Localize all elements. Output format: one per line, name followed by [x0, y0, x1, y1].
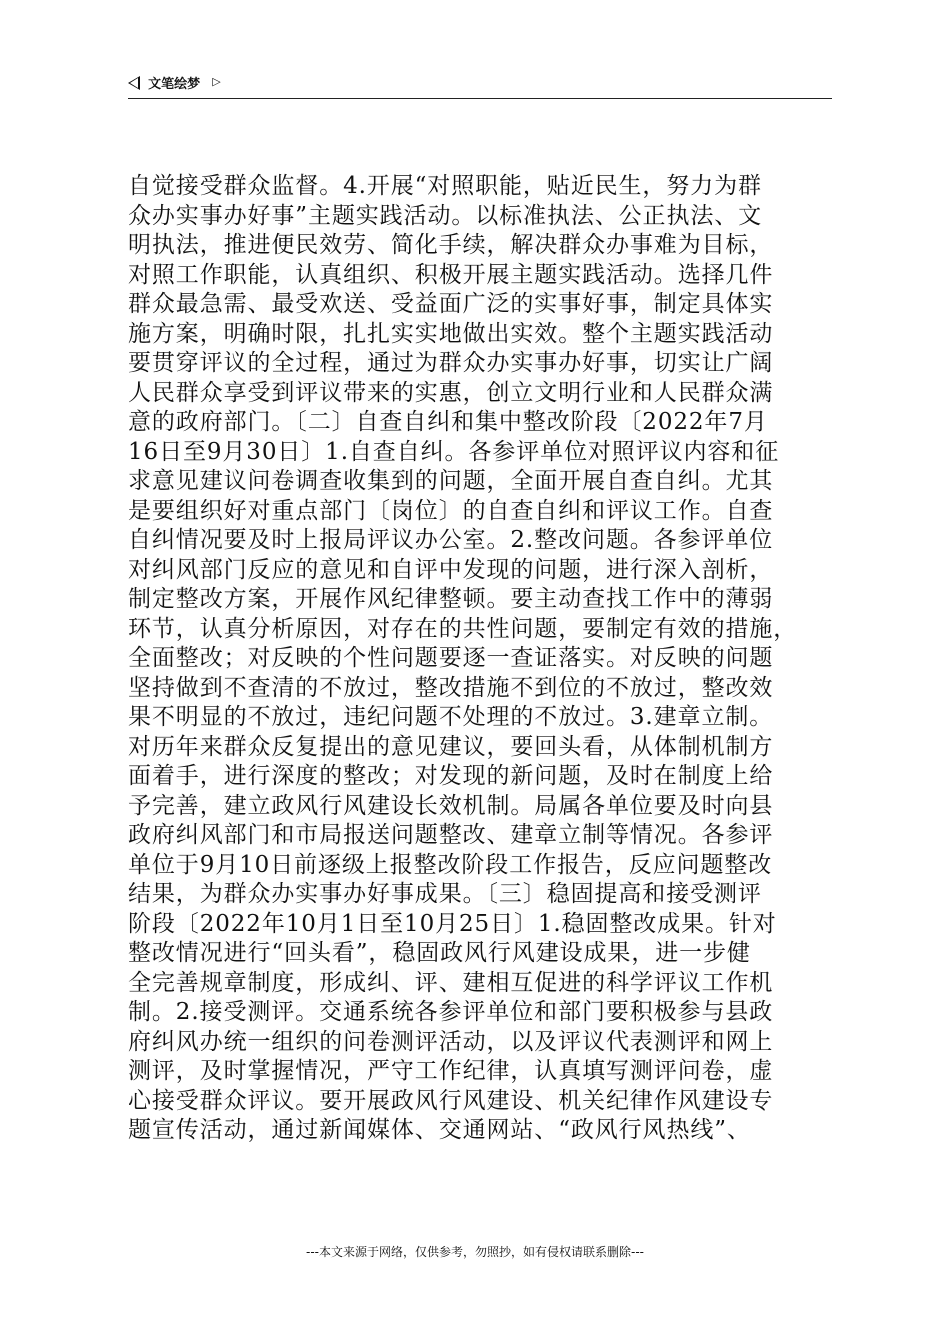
triangle-left-outline-icon — [128, 76, 140, 90]
page-header — [128, 74, 832, 99]
triangle-right-outline-icon: ▷ — [212, 75, 221, 88]
header-brand: 文笔绘梦 — [148, 77, 201, 92]
body-paragraph: 自觉接受群众监督。4.开展“对照职能，贴近民生，努力为群 众办实事办好事”主题实践活动。以标准执法、公正执法、文 明执法，推进便民效劳、简化手续，解决群众办事难为目标， 对照工作职能，认真组织、积极开展主题实践活动。选择几件 群众最急需、最受欢送、受益面广泛的实事好事，制定具体实 施方案，明确时限，扎扎实实地做出实效。整个主题实践活动 要贯穿评议的全过程，通过为群众办实事办好事，切实让广阔 人民群众享受到评议带来的实惠，创立文明行业和人民群众满 意的政府部门。〔二〕自查自纠和集中整改阶段〔2022年7月 16日至9月30日〕1.自查自纠。各参评单位对照评议内容和征 求意见建议问卷调查收集到的问题，全面开展自查自纠。尤其 是要组织好对重点部门〔岗位〕的自查自纠和评议工作。自查 自纠情况要及时上报局评议办公室。2.整改问题。各参评单位 对纠风部门反应的意见和自评中发现的问题，进行深入剖析， 制定整改方案，开展作风纪律整顿。要主动查找工作中的薄弱 环节，认真分析原因，对存在的共性问题，要制定有效的措施， 全面整改；对反映的个性问题要逐一查证落实。对反映的问题 坚持做到不查清的不放过，整改措施不到位的不放过，整改效 果不明显的不放过，违纪问题不处理的不放过。3.建章立制。 对历年来群众反复提出的意见建议，要回头看，从体制机制方 面着手，进行深度的整改；对发现的新问题，及时在制度上给 予完善，建立政风行风建设长效机制。局属各单位要及时向县 政府纠风部门和市局报送问题整改、建章立制等情况。各参评 单位于9月10日前逐级上报整改阶段工作报告，反应问题整改 结果，为群众办实事办好事成果。〔三〕稳固提高和接受测评 阶段〔2022年10月1日至10月25日〕1.稳固整改成果。针对 整改情况进行“回头看”，稳固政风行风建设成果，进一步健 全完善规章制度，形成纠、评、建相互促进的科学评议工作机 制。2.接受测评。交通系统各参评单位和部门要积极参与县政 府纠风办统一组织的问卷测评活动，以及评议代表测评和网上 测评，及时掌握情况，严守工作纪律，认真填写测评问卷，虚 心接受群众评议。要开展政风行风建设、机关纪律作风建设专 题宣传活动，通过新闻媒体、交通网站、“政风行风热线”、 — [128, 173, 798, 1143]
footer-disclaimer: ---本文来源于网络，仅供参考，勿照抄，如有侵权请联系删除--- — [306, 1245, 644, 1259]
